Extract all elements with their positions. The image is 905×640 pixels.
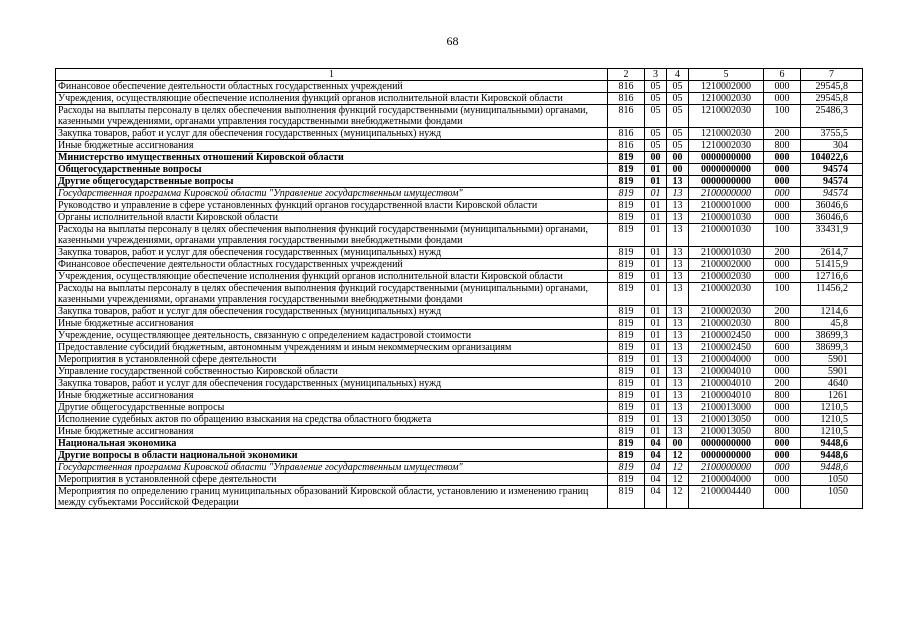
table-row xyxy=(56,128,863,140)
target-article-cell: 0000000000 xyxy=(689,450,764,462)
ministry-code-cell: 819 xyxy=(608,390,645,402)
header-cell: 4 xyxy=(667,69,689,81)
subsection-code-cell: 13 xyxy=(667,390,689,402)
item-name-cell: Расходы на выплаты персоналу в целях обеспечения выполнения функций государственными (муниципальными) органами, казенными учреждениями, органами управления государственными внебюджетными фондами xyxy=(56,283,608,306)
amount-cell: 1050 xyxy=(801,486,863,509)
item-name-cell: Иные бюджетные ассигнования xyxy=(56,140,608,152)
table-row xyxy=(56,450,863,462)
target-article-cell: 2100004010 xyxy=(689,378,764,390)
target-article-cell: 2100013000 xyxy=(689,402,764,414)
item-name-cell: Иные бюджетные ассигнования xyxy=(56,426,608,438)
table-row xyxy=(56,164,863,176)
subsection-code-cell: 12 xyxy=(667,462,689,474)
target-article-cell: 2100002450 xyxy=(689,342,764,354)
ministry-code-cell: 819 xyxy=(608,474,645,486)
item-name-cell: Иные бюджетные ассигнования xyxy=(56,390,608,402)
amount-cell: 304 xyxy=(801,140,863,152)
ministry-code-cell: 819 xyxy=(608,283,645,306)
section-code-cell: 05 xyxy=(645,128,667,140)
amount-cell: 36046,6 xyxy=(801,212,863,224)
header-cell: 5 xyxy=(689,69,764,81)
ministry-code-cell: 819 xyxy=(608,402,645,414)
section-code-cell: 04 xyxy=(645,486,667,509)
subsection-code-cell: 13 xyxy=(667,342,689,354)
table-row xyxy=(56,462,863,474)
ministry-code-cell: 819 xyxy=(608,259,645,271)
table-row xyxy=(56,200,863,212)
section-code-cell: 01 xyxy=(645,247,667,259)
section-code-cell: 00 xyxy=(645,152,667,164)
header-cell: 2 xyxy=(608,69,645,81)
expense-type-cell: 000 xyxy=(764,474,801,486)
ministry-code-cell: 819 xyxy=(608,330,645,342)
target-article-cell: 2100002030 xyxy=(689,271,764,283)
ministry-code-cell: 819 xyxy=(608,188,645,200)
target-article-cell: 1210002000 xyxy=(689,81,764,93)
table-row xyxy=(56,366,863,378)
ministry-code-cell: 819 xyxy=(608,152,645,164)
expense-type-cell: 000 xyxy=(764,200,801,212)
section-code-cell: 01 xyxy=(645,306,667,318)
expense-type-cell: 000 xyxy=(764,212,801,224)
subsection-code-cell: 05 xyxy=(667,105,689,128)
target-article-cell: 2100002000 xyxy=(689,259,764,271)
target-article-cell: 2100013050 xyxy=(689,414,764,426)
expense-type-cell: 800 xyxy=(764,318,801,330)
section-code-cell: 04 xyxy=(645,438,667,450)
item-name-cell: Управление государственной собственностью Кировской области xyxy=(56,366,608,378)
expense-type-cell: 000 xyxy=(764,450,801,462)
item-name-cell: Мероприятия в установленной сфере деятельности xyxy=(56,354,608,366)
section-code-cell: 01 xyxy=(645,378,667,390)
ministry-code-cell: 819 xyxy=(608,164,645,176)
table-row xyxy=(56,330,863,342)
amount-cell: 45,8 xyxy=(801,318,863,330)
expense-type-cell: 100 xyxy=(764,105,801,128)
target-article-cell: 1210002030 xyxy=(689,105,764,128)
header-cell: 3 xyxy=(645,69,667,81)
item-name-cell: Расходы на выплаты персоналу в целях обеспечения выполнения функций государственными (муниципальными) органами, казенными учреждениями, органами управления государственными внебюджетными фондами xyxy=(56,224,608,247)
table-row xyxy=(56,378,863,390)
section-code-cell: 04 xyxy=(645,462,667,474)
budget-table xyxy=(55,68,863,509)
section-code-cell: 01 xyxy=(645,271,667,283)
item-name-cell: Предоставление субсидий бюджетным, автономным учреждениям и иным некоммерческим организациям xyxy=(56,342,608,354)
target-article-cell: 2100001000 xyxy=(689,200,764,212)
subsection-code-cell: 12 xyxy=(667,474,689,486)
subsection-code-cell: 13 xyxy=(667,330,689,342)
header-cell: 6 xyxy=(764,69,801,81)
section-code-cell: 01 xyxy=(645,426,667,438)
expense-type-cell: 000 xyxy=(764,81,801,93)
ministry-code-cell: 819 xyxy=(608,318,645,330)
item-name-cell: Иные бюджетные ассигнования xyxy=(56,318,608,330)
item-name-cell: Органы исполнительной власти Кировской области xyxy=(56,212,608,224)
item-name-cell: Учреждения, осуществляющие обеспечение исполнения функций органов исполнительной власти Кировской области xyxy=(56,271,608,283)
target-article-cell: 2100004440 xyxy=(689,486,764,509)
ministry-code-cell: 819 xyxy=(608,414,645,426)
target-article-cell: 1210002030 xyxy=(689,93,764,105)
target-article-cell: 2100002450 xyxy=(689,330,764,342)
item-name-cell: Финансовое обеспечение деятельности областных государственных учреждений xyxy=(56,259,608,271)
ministry-code-cell: 819 xyxy=(608,378,645,390)
table-row xyxy=(56,176,863,188)
amount-cell: 94574 xyxy=(801,188,863,200)
ministry-code-cell: 819 xyxy=(608,176,645,188)
ministry-code-cell: 816 xyxy=(608,105,645,128)
item-name-cell: Национальная экономика xyxy=(56,438,608,450)
ministry-code-cell: 819 xyxy=(608,247,645,259)
item-name-cell: Закупка товаров, работ и услуг для обеспечения государственных (муниципальных) нужд xyxy=(56,378,608,390)
item-name-cell: Учреждения, осуществляющие обеспечение исполнения функций органов исполнительной власти Кировской области xyxy=(56,93,608,105)
section-code-cell: 01 xyxy=(645,342,667,354)
amount-cell: 5901 xyxy=(801,354,863,366)
ministry-code-cell: 816 xyxy=(608,128,645,140)
section-code-cell: 01 xyxy=(645,330,667,342)
item-name-cell: Мероприятия в установленной сфере деятельности xyxy=(56,474,608,486)
table-row xyxy=(56,474,863,486)
section-code-cell: 01 xyxy=(645,366,667,378)
table-row xyxy=(56,152,863,164)
expense-type-cell: 000 xyxy=(764,259,801,271)
amount-cell: 1261 xyxy=(801,390,863,402)
target-article-cell: 2100004010 xyxy=(689,390,764,402)
item-name-cell: Государственная программа Кировской области "Управление государственным имуществом" xyxy=(56,188,608,200)
amount-cell: 38699,3 xyxy=(801,330,863,342)
table-row xyxy=(56,354,863,366)
expense-type-cell: 000 xyxy=(764,93,801,105)
item-name-cell: Закупка товаров, работ и услуг для обеспечения государственных (муниципальных) нужд xyxy=(56,128,608,140)
section-code-cell: 01 xyxy=(645,414,667,426)
target-article-cell: 2100004000 xyxy=(689,474,764,486)
section-code-cell: 01 xyxy=(645,224,667,247)
ministry-code-cell: 819 xyxy=(608,462,645,474)
target-article-cell: 2100001030 xyxy=(689,212,764,224)
amount-cell: 9448,6 xyxy=(801,438,863,450)
expense-type-cell: 600 xyxy=(764,342,801,354)
item-name-cell: Другие общегосударственные вопросы xyxy=(56,402,608,414)
amount-cell: 29545,8 xyxy=(801,93,863,105)
target-article-cell: 2100004000 xyxy=(689,354,764,366)
target-article-cell: 0000000000 xyxy=(689,152,764,164)
ministry-code-cell: 819 xyxy=(608,212,645,224)
ministry-code-cell: 819 xyxy=(608,306,645,318)
section-code-cell: 05 xyxy=(645,81,667,93)
expense-type-cell: 000 xyxy=(764,402,801,414)
item-name-cell: Министерство имущественных отношений Кировской области xyxy=(56,152,608,164)
page-number: 68 xyxy=(446,34,459,48)
expense-type-cell: 100 xyxy=(764,283,801,306)
ministry-code-cell: 819 xyxy=(608,486,645,509)
expense-type-cell: 200 xyxy=(764,128,801,140)
subsection-code-cell: 13 xyxy=(667,212,689,224)
table-row xyxy=(56,426,863,438)
ministry-code-cell: 819 xyxy=(608,438,645,450)
table-row xyxy=(56,224,863,247)
target-article-cell: 2100000000 xyxy=(689,462,764,474)
subsection-code-cell: 13 xyxy=(667,271,689,283)
section-code-cell: 01 xyxy=(645,200,667,212)
table-row xyxy=(56,486,863,509)
header-cell: 7 xyxy=(801,69,863,81)
subsection-code-cell: 13 xyxy=(667,402,689,414)
table-row xyxy=(56,402,863,414)
ministry-code-cell: 819 xyxy=(608,271,645,283)
expense-type-cell: 000 xyxy=(764,354,801,366)
section-code-cell: 01 xyxy=(645,390,667,402)
subsection-code-cell: 13 xyxy=(667,318,689,330)
subsection-code-cell: 05 xyxy=(667,93,689,105)
section-code-cell: 04 xyxy=(645,450,667,462)
amount-cell: 11456,2 xyxy=(801,283,863,306)
item-name-cell: Другие общегосударственные вопросы xyxy=(56,176,608,188)
ministry-code-cell: 819 xyxy=(608,426,645,438)
subsection-code-cell: 13 xyxy=(667,188,689,200)
amount-cell: 3755,5 xyxy=(801,128,863,140)
target-article-cell: 0000000000 xyxy=(689,438,764,450)
table-row xyxy=(56,188,863,200)
expense-type-cell: 000 xyxy=(764,188,801,200)
amount-cell: 12716,6 xyxy=(801,271,863,283)
expense-type-cell: 000 xyxy=(764,330,801,342)
subsection-code-cell: 13 xyxy=(667,378,689,390)
ministry-code-cell: 819 xyxy=(608,342,645,354)
subsection-code-cell: 13 xyxy=(667,200,689,212)
section-code-cell: 01 xyxy=(645,318,667,330)
item-name-cell: Исполнение судебных актов по обращению взыскания на средства областного бюджета xyxy=(56,414,608,426)
target-article-cell: 2100004010 xyxy=(689,366,764,378)
subsection-code-cell: 13 xyxy=(667,414,689,426)
section-code-cell: 05 xyxy=(645,105,667,128)
expense-type-cell: 800 xyxy=(764,426,801,438)
expense-type-cell: 000 xyxy=(764,414,801,426)
table-row xyxy=(56,318,863,330)
target-article-cell: 2100001030 xyxy=(689,224,764,247)
table-row xyxy=(56,259,863,271)
subsection-code-cell: 05 xyxy=(667,81,689,93)
table-row xyxy=(56,271,863,283)
table-row xyxy=(56,306,863,318)
target-article-cell: 1210002030 xyxy=(689,128,764,140)
expense-type-cell: 000 xyxy=(764,164,801,176)
expense-type-cell: 200 xyxy=(764,378,801,390)
item-name-cell: Учреждение, осуществляющее деятельность, связанную с определением кадастровой стоимости xyxy=(56,330,608,342)
expense-type-cell: 000 xyxy=(764,366,801,378)
item-name-cell: Закупка товаров, работ и услуг для обеспечения государственных (муниципальных) нужд xyxy=(56,306,608,318)
item-name-cell: Другие вопросы в области национальной экономики xyxy=(56,450,608,462)
expense-type-cell: 000 xyxy=(764,271,801,283)
ministry-code-cell: 816 xyxy=(608,81,645,93)
table-row xyxy=(56,140,863,152)
subsection-code-cell: 00 xyxy=(667,164,689,176)
table-row xyxy=(56,93,863,105)
item-name-cell: Закупка товаров, работ и услуг для обеспечения государственных (муниципальных) нужд xyxy=(56,247,608,259)
ministry-code-cell: 819 xyxy=(608,200,645,212)
target-article-cell: 2100000000 xyxy=(689,188,764,200)
subsection-code-cell: 13 xyxy=(667,426,689,438)
expense-type-cell: 200 xyxy=(764,247,801,259)
subsection-code-cell: 00 xyxy=(667,152,689,164)
expense-type-cell: 200 xyxy=(764,306,801,318)
ministry-code-cell: 819 xyxy=(608,366,645,378)
expense-type-cell: 800 xyxy=(764,390,801,402)
target-article-cell: 0000000000 xyxy=(689,176,764,188)
subsection-code-cell: 12 xyxy=(667,450,689,462)
amount-cell: 94574 xyxy=(801,176,863,188)
table-header-row xyxy=(56,69,863,81)
table-row xyxy=(56,283,863,306)
item-name-cell: Расходы на выплаты персоналу в целях обеспечения выполнения функций государственными (муниципальными) органами, казенными учреждениями, органами управления государственными внебюджетными фондами xyxy=(56,105,608,128)
subsection-code-cell: 13 xyxy=(667,259,689,271)
item-name-cell: Руководство и управление в сфере установленных функций органов государственной власти Кировской области xyxy=(56,200,608,212)
section-code-cell: 01 xyxy=(645,176,667,188)
item-name-cell: Финансовое обеспечение деятельности областных государственных учреждений xyxy=(56,81,608,93)
ministry-code-cell: 819 xyxy=(608,224,645,247)
target-article-cell: 2100001030 xyxy=(689,247,764,259)
table-row xyxy=(56,247,863,259)
amount-cell: 1050 xyxy=(801,474,863,486)
section-code-cell: 05 xyxy=(645,140,667,152)
ministry-code-cell: 816 xyxy=(608,140,645,152)
amount-cell: 1210,5 xyxy=(801,426,863,438)
amount-cell: 1214,6 xyxy=(801,306,863,318)
table-row xyxy=(56,212,863,224)
amount-cell: 2614,7 xyxy=(801,247,863,259)
amount-cell: 5901 xyxy=(801,366,863,378)
amount-cell: 9448,6 xyxy=(801,450,863,462)
amount-cell: 51415,9 xyxy=(801,259,863,271)
section-code-cell: 01 xyxy=(645,212,667,224)
table-row xyxy=(56,438,863,450)
table-row xyxy=(56,390,863,402)
section-code-cell: 01 xyxy=(645,283,667,306)
subsection-code-cell: 13 xyxy=(667,366,689,378)
section-code-cell: 01 xyxy=(645,402,667,414)
expense-type-cell: 000 xyxy=(764,176,801,188)
amount-cell: 1210,5 xyxy=(801,414,863,426)
section-code-cell: 01 xyxy=(645,188,667,200)
subsection-code-cell: 05 xyxy=(667,140,689,152)
subsection-code-cell: 05 xyxy=(667,128,689,140)
expense-type-cell: 800 xyxy=(764,140,801,152)
subsection-code-cell: 13 xyxy=(667,176,689,188)
section-code-cell: 01 xyxy=(645,354,667,366)
ministry-code-cell: 819 xyxy=(608,450,645,462)
table-row xyxy=(56,105,863,128)
amount-cell: 29545,8 xyxy=(801,81,863,93)
target-article-cell: 1210002030 xyxy=(689,140,764,152)
subsection-code-cell: 12 xyxy=(667,486,689,509)
expense-type-cell: 000 xyxy=(764,462,801,474)
section-code-cell: 05 xyxy=(645,93,667,105)
amount-cell: 33431,9 xyxy=(801,224,863,247)
amount-cell: 4640 xyxy=(801,378,863,390)
target-article-cell: 2100002030 xyxy=(689,306,764,318)
expense-type-cell: 100 xyxy=(764,224,801,247)
amount-cell: 94574 xyxy=(801,164,863,176)
expense-type-cell: 000 xyxy=(764,438,801,450)
amount-cell: 9448,6 xyxy=(801,462,863,474)
target-article-cell: 2100002030 xyxy=(689,283,764,306)
target-article-cell: 0000000000 xyxy=(689,164,764,176)
item-name-cell: Мероприятия по определению границ муниципальных образований Кировской области, установлению и изменению границ между субъектами Российской Федерации xyxy=(56,486,608,509)
amount-cell: 25486,3 xyxy=(801,105,863,128)
table-row xyxy=(56,342,863,354)
subsection-code-cell: 13 xyxy=(667,247,689,259)
section-code-cell: 01 xyxy=(645,259,667,271)
amount-cell: 104022,6 xyxy=(801,152,863,164)
section-code-cell: 01 xyxy=(645,164,667,176)
item-name-cell: Общегосударственные вопросы xyxy=(56,164,608,176)
subsection-code-cell: 13 xyxy=(667,354,689,366)
subsection-code-cell: 13 xyxy=(667,224,689,247)
ministry-code-cell: 816 xyxy=(608,93,645,105)
target-article-cell: 2100013050 xyxy=(689,426,764,438)
subsection-code-cell: 00 xyxy=(667,438,689,450)
amount-cell: 36046,6 xyxy=(801,200,863,212)
target-article-cell: 2100002030 xyxy=(689,318,764,330)
expense-type-cell: 000 xyxy=(764,152,801,164)
header-cell: 1 xyxy=(56,69,608,81)
subsection-code-cell: 13 xyxy=(667,283,689,306)
table-row xyxy=(56,81,863,93)
expense-type-cell: 000 xyxy=(764,486,801,509)
ministry-code-cell: 819 xyxy=(608,354,645,366)
amount-cell: 1210,5 xyxy=(801,402,863,414)
amount-cell: 38699,3 xyxy=(801,342,863,354)
item-name-cell: Государственная программа Кировской области "Управление государственным имуществом" xyxy=(56,462,608,474)
section-code-cell: 04 xyxy=(645,474,667,486)
subsection-code-cell: 13 xyxy=(667,306,689,318)
table-row xyxy=(56,414,863,426)
